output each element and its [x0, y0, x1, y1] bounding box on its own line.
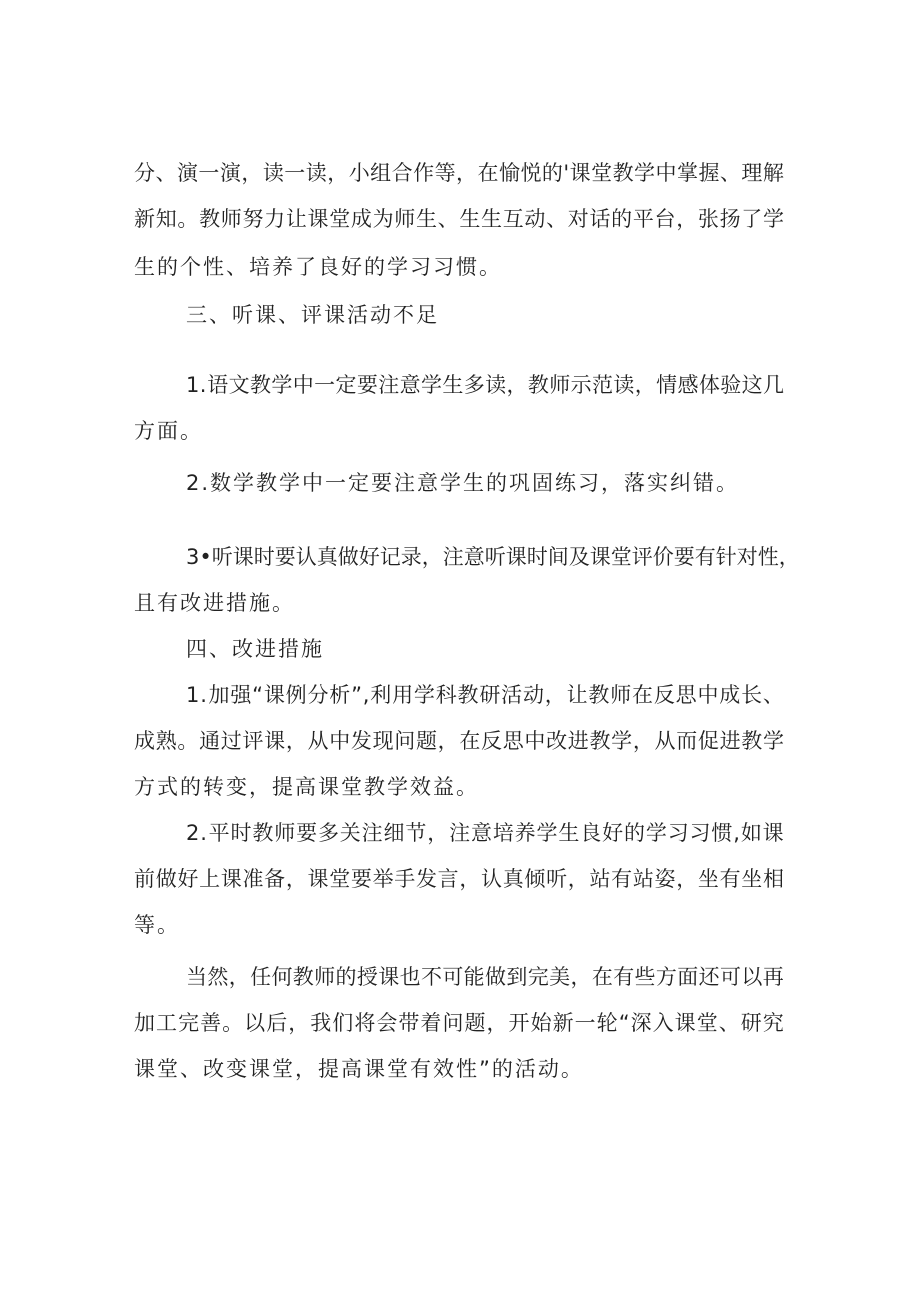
closing-paragraph-line-2: 加 工 完 善 。 以 后 ， 我 们 将 会 带 着 问 题 ， 开 始 新 一 轮 “ 深 入 课 堂 、 研 究 [134, 1011, 784, 1035]
section-4-item-2-line-2: 前 做 好 上 课 准 备 ， 课 堂 要 举 手 发 言 ， 认 真 倾 听 ， 站 有 站 姿 ， 坐 有 坐 相 [134, 867, 784, 891]
closing-paragraph-line-1: 当 然 ， 任 何 教 师 的 授 课 也 不 可 能 做 到 完 美 ， 在 有 些 方 面 还 可 以 再 [186, 965, 784, 989]
section-3-item-1-line-1: 1 . 语 文 教 学 中 一 定 要 注 意 学 生 多 读 ， 教 师 示 范 读 ， 情 感 体 验 这 几 [186, 373, 784, 397]
closing-paragraph-line-3: 课堂、改变课堂，提高课堂有效性”的活动。 [134, 1057, 584, 1081]
section-3-item-3-line-1: 3 • 听 课 时 要 认 真 做 好 记 录 ， 注 意 听 课 时 间 及 课 堂 评 价 要 有 针 对 性 ， [186, 545, 800, 569]
section-4-heading: 四、改进措施 [186, 637, 324, 661]
section-4-item-1-line-1: 1 . 加 强 “ 课 例 分 析 ” , 利 用 学 科 教 研 活 动 ， 让 教 师 在 反 思 中 成 长 、 [186, 683, 784, 707]
section-4-item-2-line-3: 等。 [134, 913, 180, 937]
section-4-item-2-line-1: 2 . 平 时 教 师 要 多 关 注 细 节 ， 注 意 培 养 学 生 良 好 的 学 习 习 惯 , 如 课 [186, 821, 784, 845]
paragraph-1-line-3: 生的个性、培养了良好的学习习惯。 [134, 255, 502, 279]
section-3-item-2: 2.数学教学中一定要注意学生的巩固练习，落实纠错。 [186, 471, 740, 495]
section-4-item-1-line-3: 方式的转变，提高课堂教学效益。 [134, 775, 479, 799]
section-3-item-3-line-2: 且有改进措施。 [134, 591, 295, 615]
paragraph-1-line-2: 新 知 。 教 师 努 力 让 课 堂 成 为 师 生 、 生 生 互 动 、 对 话 的 平 台 ， 张 扬 了 学 [134, 207, 784, 231]
section-3-heading: 三、听课、评课活动不足 [186, 303, 439, 327]
section-4-item-1-line-2: 成 熟 。 通 过 评 课 ， 从 中 发 现 问 题 ， 在 反 思 中 改 进 教 学 ， 从 而 促 进 教 学 [134, 729, 784, 753]
paragraph-1-line-1: 分 、 演 一 演 ， 读 一 读 ， 小 组 合 作 等 ， 在 愉 悦 的 ' 课 堂 教 学 中 掌 握 、 理 解 [134, 161, 784, 185]
section-3-item-1-line-2: 方面。 [134, 419, 203, 443]
